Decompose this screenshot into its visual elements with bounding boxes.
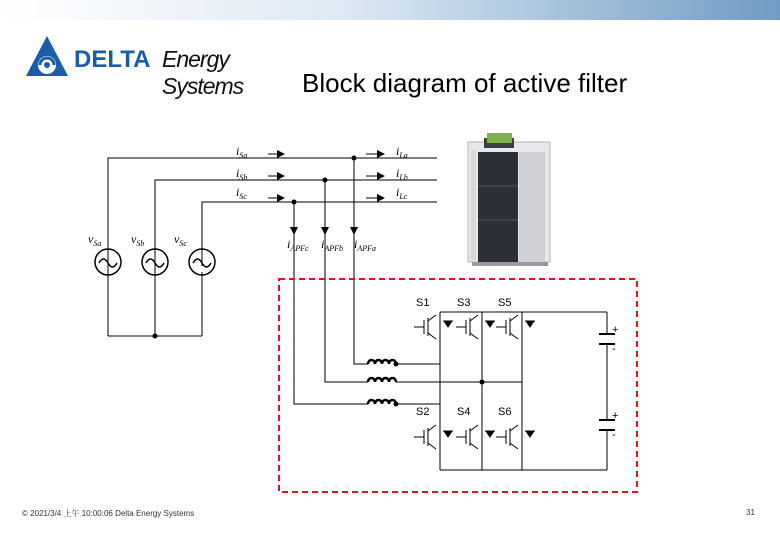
source-voltage-label-a: $v_{Sa}$ bbox=[88, 232, 102, 248]
load-current-label-c: $i_{Lc}$ bbox=[396, 185, 408, 201]
active-filter-cabinet-image bbox=[468, 133, 550, 266]
source-current-label-c: $i_{Sc}$ bbox=[236, 185, 247, 201]
load-current-label-b: $i_{Lb}$ bbox=[396, 166, 408, 182]
filter-current-label-b: $i_{APFb}$ bbox=[321, 237, 344, 253]
switch-label-s6: S6 bbox=[498, 406, 512, 418]
source-voltage-label-c: $v_{Sc}$ bbox=[174, 232, 187, 248]
filter-current-label-a: $i_{APFa}$ bbox=[354, 237, 377, 253]
active-filter-boundary bbox=[279, 279, 637, 492]
inverter-bridge bbox=[440, 312, 615, 470]
slide-title: Block diagram of active filter bbox=[302, 68, 628, 98]
logo-brand-subtext: Energy Systems bbox=[162, 46, 244, 99]
capacitor-top-minus: - bbox=[612, 343, 616, 355]
load-current-label-a: $i_{La}$ bbox=[396, 144, 408, 160]
switch-label-s5: S5 bbox=[498, 297, 512, 309]
source-current-label-b: $i_{Sb}$ bbox=[236, 166, 248, 182]
three-phase-lines bbox=[108, 158, 437, 336]
source-current-label-a: $i_{Sa}$ bbox=[236, 144, 248, 160]
filter-current-label-c: $i_{APFc}$ bbox=[287, 237, 309, 253]
switch-label-s1: S1 bbox=[416, 297, 430, 309]
switch-label-s3: S3 bbox=[457, 297, 471, 309]
page-number: 31 bbox=[746, 508, 755, 517]
source-voltage-label-b: $v_{Sb}$ bbox=[131, 232, 145, 248]
footer-text: © 2021/3/4 上午 10:00:06 Delta Energy Systems bbox=[22, 509, 195, 518]
switch-label-s4: S4 bbox=[457, 406, 471, 418]
inductor-icon bbox=[368, 360, 396, 404]
line-current-arrows bbox=[268, 154, 384, 234]
switch-label-s2: S2 bbox=[416, 406, 430, 418]
capacitor-bottom-plus: + bbox=[612, 410, 619, 422]
logo-brand-text: DELTA bbox=[74, 46, 151, 73]
capacitor-top-plus: + bbox=[612, 324, 619, 336]
capacitor-bottom-minus: - bbox=[612, 429, 616, 441]
